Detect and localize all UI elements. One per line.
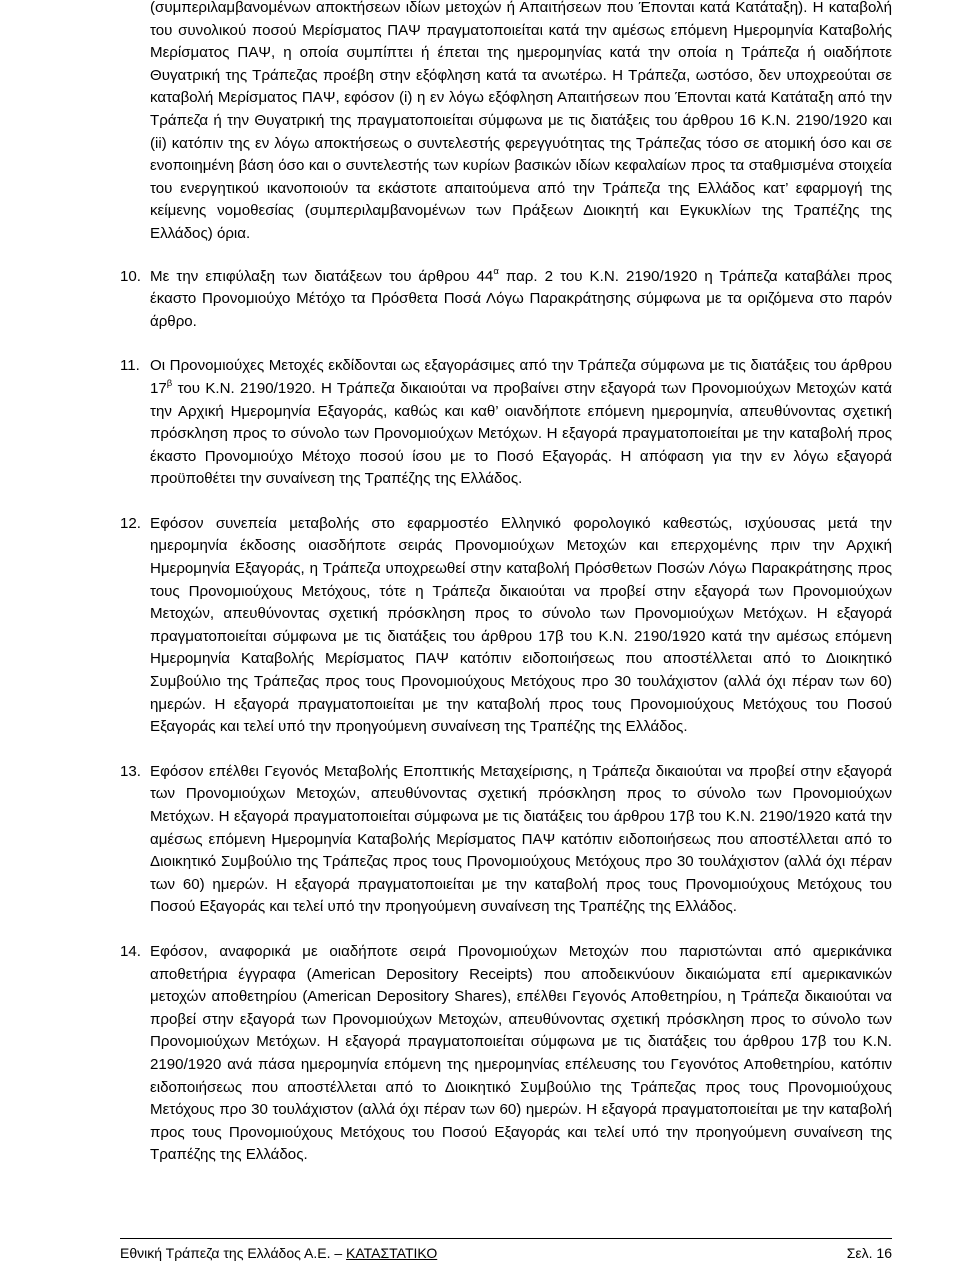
page-footer: [120, 1238, 892, 1263]
page-number: Σελ. 16: [846, 1245, 892, 1261]
list-item-14: [120, 941, 892, 1167]
list-item-11: [120, 355, 892, 491]
list-item-12: [120, 513, 892, 739]
item-number: 13.: [120, 762, 141, 780]
item-text: Με την επιφύλαξη των διατάξεων του άρθρου $44^\alpha$ παρ. 2 του Κ.Ν. 2190/1920 η Τράπεζα καταβάλει προς έκαστο Προνομιούχο Μέτόχο τα Πρόσθετα Ποσά Λόγω Παρακράτησης σύμφωνα με τα οριζόμενα στο παρόν άρθρο.: [150, 265, 892, 330]
item-number: 11.: [120, 357, 140, 375]
footer-doc-name: ΚΑΤΑΣΤΑΤΙΚΟ: [346, 1245, 438, 1261]
superscript: α: [493, 265, 499, 277]
item-number: 10.: [120, 267, 141, 285]
list-item-13: [120, 761, 892, 919]
item-text: Εφόσον συνεπεία μεταβολής στο εφαρμοστέο Ελληνικό φορολογικό καθεστώς, ισχύουσας μετά την ημερομηνία έκδοσης οιασδήποτε σειράς Προνομιούχων Μετοχών και επερχομένης πριν την Αρχική Ημερομηνία Εξαγοράς, η Τράπεζα υποχρεωθεί στην καταβολή Πρόσθετων Ποσών Λόγω Παρακράτησης προς τους Προνομιούχους Μετόχους, τότε η Τράπεζα δικαιούται να προβεί στην εξαγορά των Προνομιούχων Μετοχών, απευθύνοντας σχετική πρόσκληση προς το σύνολο των Προνομιούχων Μετόχων. Η εξαγορά πραγματοποιείται σύμφωνα με τις διατάξεις του άρθρου 17β του Κ.Ν. 2190/1920 κατά την αμέσως επόμενη Ημερομηνία Καταβολής Μερίσματος ΠΑΨ κατόπιν ειδοποιήσεως που αποστέλλεται από το Διοικητικό Συμβούλιο της Τράπεζας προς τους Προνομιούχους Μετόχους προ 30 τουλάχιστον (αλλά όχι πέραν των 60) ημερών. Η εξαγορά πραγματοποιείται με την καταβολή προς τους Προνομιούχους Μετόχους του Ποσού Εξαγοράς και τελεί υπό την προηγούμενη συναίνεση της Τραπέζης της Ελλάδος.: [150, 514, 892, 736]
superscript: β: [166, 377, 173, 389]
item-number: 12.: [120, 514, 141, 532]
item-number: 14.: [120, 942, 141, 960]
intro-paragraph: (συμπεριλαμβανομένων αποκτήσεων ιδίων μετοχών ή Απαιτήσεων που Έπονται κατά Κατάταξη). Η καταβολή του συνολικού ποσού Μερίσματος ΠΑΨ πραγματοποιείται κατά την αμέσως επόμενη Ημερομηνία Καταβολής Μερίσματος ΠΑΨ, η οποία συμπίπτει ή έπεται της ημερομηνίας κατά την οποία η Τράπεζα ή οιαδήποτε Θυγατρική της Τράπεζας προέβη στην εξόφληση κατά τα ανωτέρω. Η Τράπεζα, ωστόσο, δεν υποχρεούται σε καταβολή Μερίσματος ΠΑΨ, εφόσον (i) η εν λόγω εξόφληση Απαιτήσεων που Έπονται κατά Κατάταξη από την Τράπεζα ή την Θυγατρική της πραγματοποιείται σύμφωνα με τις διατάξεις του άρθρου 16 Κ.Ν. 2190/1920 και (ii) κατόπιν της εν λόγω αποκτήσεως ο συντελεστής φερεγγυότητας της Τράπεζας τόσο σε ατομική όσο και σε ενοποιημένη βάση όσο και ο συντελεστής των κυρίων βασικών ιδίων κεφαλαίων προς τα σταθμισμένα στοιχεία του ενεργητικού ικανοποιούν τα εκάστοτε απαιτούμενα από την Τράπεζα της Ελλάδος κατ’ εφαρμογή της κείμενης νομοθεσίας (συμπεριλαμβανομένων των Πράξεων Διοικητή και Εγκυκλίων της Τραπέζης της Ελλάδος) όρια.: [150, 0, 892, 242]
item-text: Εφόσον, αναφορικά με οιαδήποτε σειρά Προνομιούχων Μετοχών που παριστώνται από αμερικάνικα αποθετήρια έγγραφα (American Depository Receipts) που αποδεικνύουν δικαιώματα επί αμερικανικών μετοχών αποθετηρίου (American Depository Shares), επέλθει Γεγονός Αποθετηρίου, η Τράπεζα δικαιούται να προβεί στην εξαγορά των Προνομιούχων Μετοχών, απευθύνοντας σχετική πρόσκληση προς το σύνολο των Προνομιούχων Μετόχων. Η εξαγορά πραγματοποιείται σύμφωνα με τις διατάξεις του άρθρου 17β του Κ.Ν. 2190/1920 ανά πάσα ημερομηνία επόμενη της ημερομηνίας επέλευσης του Γεγονότος Αποθετηρίου, κατόπιν ειδοποιήσεως που αποστέλλεται από το Διοικητικό Συμβούλιο της Τράπεζας προς τους Προνομιούχους Μετόχους προ 30 τουλάχιστον (αλλά όχι πέραν των 60) ημερών. Η εξαγορά πραγματοποιείται με την καταβολή προς τους Προνομιούχους Μετόχους του Ποσού Εξαγοράς και τελεί υπό την προηγούμενη συναίνεση της Τραπέζης της Ελλάδος.: [150, 942, 892, 1164]
document-body: [120, 0, 892, 1167]
footer-title: Εθνική Τράπεζα της Ελλάδος Α.Ε. – ΚΑΤΑΣΤΑΤΙΚΟ: [120, 1245, 438, 1261]
list-item-10: [120, 265, 892, 334]
item-text: Οι Προνομιούχες Μετοχές εκδίδονται ως εξαγοράσιμες από την Τράπεζα σύμφωνα με τις διατάξεις του άρθρου $17^\beta$ του Κ.Ν. 2190/1920. Η Τράπεζα δικαιούται να προβαίνει στην εξαγορά των Προνομιούχων Μετοχών κατά την Αρχική Ημερομηνία Εξαγοράς, καθώς και καθ’ οιανδήποτε επόμενη ημερομηνία, απευθύνοντας σχετική πρόσκληση προς το σύνολο των Προνομιούχων Μετόχων. Η εξαγορά πραγματοποιείται με την καταβολή προς έκαστο Προνομιούχο Μέτοχο ποσού ίσου με το Ποσό Εξαγοράς. Η απόφαση για την εν λόγω εξαγορά προϋποθέτει την συναίνεση της Τραπέζης της Ελλάδος.: [150, 357, 892, 488]
item-text: Εφόσον επέλθει Γεγονός Μεταβολής Εποπτικής Μεταχείρισης, η Τράπεζα δικαιούται να προβεί στην εξαγορά των Προνομιούχων Μετοχών, απευθύνοντας σχετική πρόσκληση προς το σύνολο των Προνομιούχων Μετόχων. Η εξαγορά πραγματοποιείται σύμφωνα με τις διατάξεις του άρθρου 17β του Κ.Ν. 2190/1920 κατά την αμέσως επόμενη Ημερομηνία Καταβολής Μερίσματος ΠΑΨ κατόπιν ειδοποιήσεως που αποστέλλεται από το Διοικητικό Συμβούλιο της Τράπεζας προς τους Προνομιούχους Μετόχους προ 30 τουλάχιστον (αλλά όχι πέραν των 60) ημερών. Η εξαγορά πραγματοποιείται με την καταβολή προς τους Προνομιούχους Μετόχους του Ποσού Εξαγοράς και τελεί υπό την προηγούμενη συναίνεση της Τραπέζης της Ελλάδος.: [150, 762, 892, 916]
